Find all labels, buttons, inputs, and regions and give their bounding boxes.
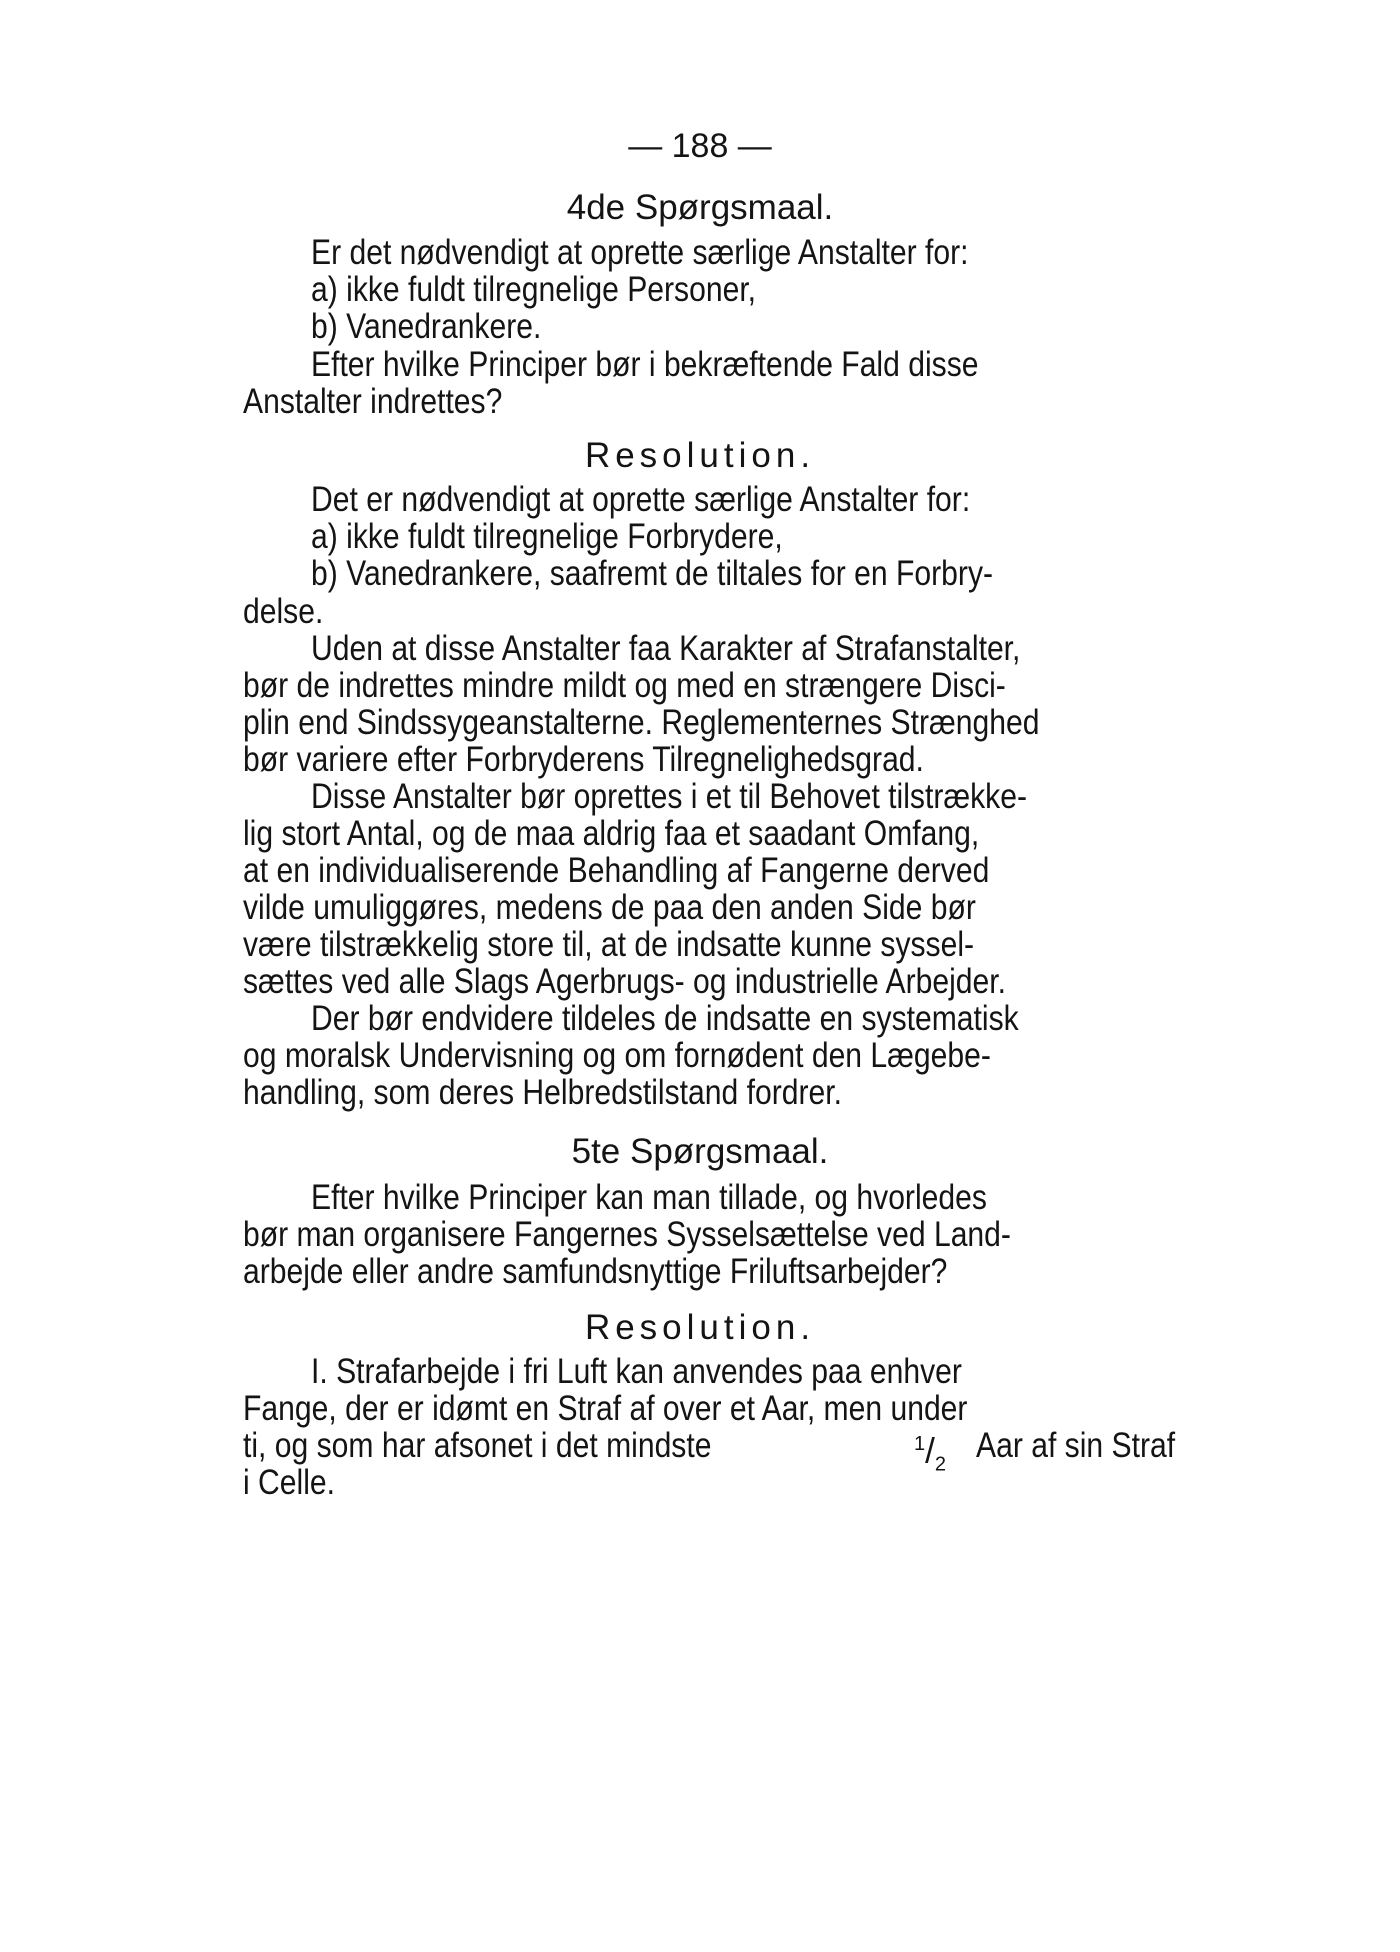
fraction-denominator: 2 bbox=[934, 1453, 946, 1476]
fraction-one-half: $^1/_2$ bbox=[914, 1431, 946, 1476]
resolution-line: sættes ved alle Slags Agerbrugs- og industrielle Arbejder. bbox=[243, 962, 1006, 1001]
resolution-heading-5: Resolution. bbox=[584, 1308, 816, 1347]
section-heading-5: 5te Spørgsmaal. bbox=[571, 1132, 829, 1171]
question-line: b) Vanedrankere. bbox=[311, 307, 542, 346]
resolution-line: lig stort Antal, og de maa aldrig faa et saadant Omfang, bbox=[243, 814, 980, 853]
resolution-line: a) ikke fuldt tilregnelige Forbrydere, bbox=[311, 517, 783, 556]
resolution-line: handling, som deres Helbredstilstand fordrer. bbox=[243, 1073, 842, 1112]
question-line: arbejde eller andre samfundsnyttige Friluftsarbejder? bbox=[243, 1252, 948, 1291]
resolution-line: Aar af sin Straf bbox=[976, 1426, 1176, 1465]
resolution-line: i Celle. bbox=[243, 1463, 336, 1502]
question-line: a) ikke fuldt tilregnelige Personer, bbox=[311, 270, 757, 309]
question-line: Er det nødvendigt at oprette særlige Anstalter for: bbox=[311, 233, 969, 272]
resolution-line: plin end Sindssygeanstalterne. Reglementernes Strænghed bbox=[243, 703, 1040, 742]
resolution-line: bør variere efter Forbryderens Tilregnelighedsgrad. bbox=[243, 740, 924, 779]
resolution-heading-4: Resolution. bbox=[584, 436, 816, 475]
resolution-line: delse. bbox=[243, 592, 324, 631]
resolution-line: Disse Anstalter bør oprettes i et til Behovet tilstrække- bbox=[311, 777, 1027, 816]
resolution-line: I. Strafarbejde i fri Luft kan anvendes paa enhver bbox=[311, 1352, 962, 1391]
question-line: bør man organisere Fangernes Sysselsættelse ved Land- bbox=[243, 1215, 1011, 1254]
resolution-line: b) Vanedrankere, saafremt de tiltales for en Forbry- bbox=[311, 554, 994, 593]
resolution-line: Der bør endvidere tildeles de indsatte en systematisk bbox=[311, 999, 1019, 1038]
fraction-numerator: 1 bbox=[914, 1433, 926, 1455]
resolution-line: være tilstrækkelig store til, at de indsatte kunne syssel- bbox=[243, 925, 975, 964]
resolution-line: ti, og som har afsonet i det mindste bbox=[243, 1426, 712, 1465]
question-line: Anstalter indrettes? bbox=[243, 382, 503, 421]
resolution-line: og moralsk Undervisning og om fornødent den Lægebe- bbox=[243, 1036, 991, 1075]
resolution-line: Uden at disse Anstalter faa Karakter af Strafanstalter, bbox=[311, 629, 1021, 668]
question-line: Efter hvilke Principer kan man tillade, og hvorledes bbox=[311, 1178, 987, 1217]
resolution-line: vilde umuliggøres, medens de paa den anden Side bør bbox=[243, 888, 976, 927]
section-heading-4: 4de Spørgsmaal. bbox=[566, 188, 834, 227]
resolution-line: bør de indrettes mindre mildt og med en strængere Disci- bbox=[243, 666, 1006, 705]
resolution-line: at en individualiserende Behandling af Fangerne derved bbox=[243, 851, 990, 890]
resolution-line: Fange, der er idømt en Straf af over et Aar, men under bbox=[243, 1389, 968, 1428]
resolution-line: Det er nødvendigt at oprette særlige Anstalter for: bbox=[311, 480, 971, 519]
page-number: — 188 — bbox=[628, 127, 772, 165]
question-line: Efter hvilke Principer bør i bekræftende Fald disse bbox=[311, 345, 979, 384]
